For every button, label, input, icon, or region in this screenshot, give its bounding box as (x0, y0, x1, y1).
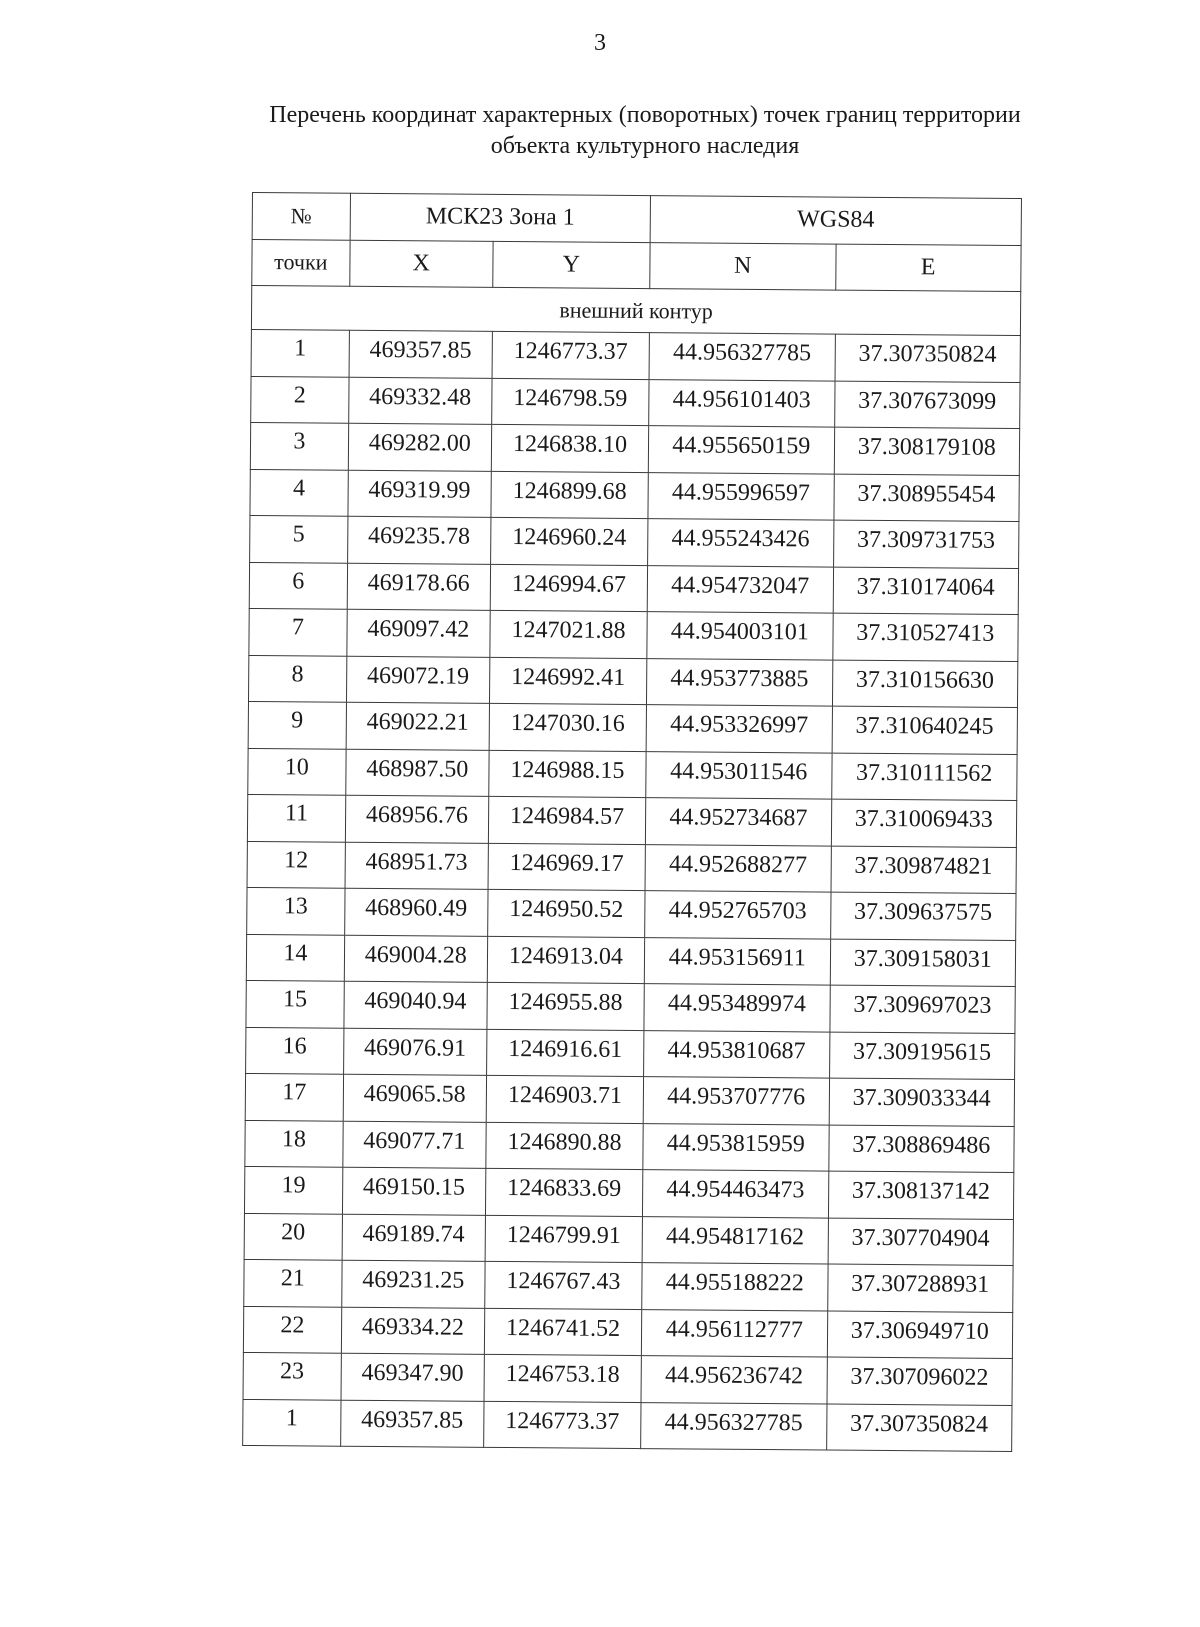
cell-point-number: 1 (243, 1399, 341, 1446)
cell-point-number: 4 (250, 469, 348, 516)
cell-n: 44.955188222 (642, 1263, 828, 1311)
cell-n: 44.954732047 (647, 565, 833, 613)
cell-point-number: 2 (251, 376, 349, 423)
cell-x: 469282.00 (348, 423, 491, 471)
cell-x: 469235.78 (347, 516, 490, 564)
cell-n: 44.953011546 (646, 751, 832, 799)
table-row (246, 980, 1015, 1033)
cell-x: 469097.42 (347, 609, 490, 657)
cell-x: 469357.85 (349, 330, 492, 378)
header-row-groups (252, 193, 1021, 246)
cell-point-number: 20 (244, 1213, 342, 1260)
cell-y: 1246969.17 (488, 843, 646, 891)
cell-e: 37.308869486 (828, 1125, 1014, 1173)
cell-x: 468960.49 (344, 888, 487, 936)
cell-n: 44.955650159 (648, 426, 834, 474)
cell-point-number: 10 (248, 748, 346, 795)
table-row (243, 1352, 1012, 1405)
coordinates-table (242, 192, 1022, 1452)
cell-point-number: 6 (249, 562, 347, 609)
cell-e: 37.310640245 (832, 706, 1018, 754)
table-row (247, 887, 1016, 940)
cell-e: 37.310174064 (833, 567, 1019, 615)
cell-n: 44.953810687 (644, 1030, 830, 1078)
cell-x: 469022.21 (346, 702, 489, 750)
cell-n: 44.952765703 (645, 891, 831, 939)
table-row (247, 794, 1016, 847)
cell-y: 1246916.61 (486, 1029, 644, 1077)
cell-y: 1246899.68 (491, 471, 649, 519)
cell-x: 469040.94 (344, 981, 487, 1029)
cell-n: 44.953326997 (646, 705, 832, 753)
cell-n: 44.953815959 (643, 1123, 829, 1171)
cell-y: 1246799.91 (485, 1215, 643, 1263)
cell-x: 469319.99 (348, 470, 491, 518)
section-label-outer-contour: внешний контур (251, 286, 1020, 336)
cell-point-number: 7 (249, 608, 347, 655)
header-number-sign: № (252, 193, 350, 240)
cell-x: 469231.25 (341, 1260, 484, 1308)
table-row (248, 748, 1017, 801)
cell-e: 37.309637575 (830, 892, 1016, 940)
cell-x: 468951.73 (345, 842, 488, 890)
cell-y: 1247030.16 (489, 703, 647, 751)
cell-x: 469189.74 (342, 1214, 485, 1262)
cell-n: 44.956236742 (641, 1356, 827, 1404)
cell-point-number: 15 (246, 980, 344, 1027)
cell-e: 37.307350824 (826, 1404, 1012, 1452)
page-number: 3 (594, 30, 606, 56)
cell-e: 37.309195615 (829, 1032, 1015, 1080)
cell-n: 44.954817162 (642, 1216, 828, 1264)
table-row (249, 562, 1018, 615)
cell-e: 37.310069433 (831, 799, 1017, 847)
cell-n: 44.956327785 (641, 1402, 827, 1450)
cell-y: 1246767.43 (485, 1261, 643, 1309)
cell-n: 44.956327785 (649, 333, 835, 381)
cell-y: 1246753.18 (484, 1354, 642, 1402)
table-row (246, 934, 1015, 987)
table-row (245, 1073, 1014, 1126)
table-row (249, 608, 1018, 661)
cell-y: 1246903.71 (486, 1075, 644, 1123)
table-row (243, 1399, 1012, 1452)
cell-y: 1246988.15 (489, 750, 647, 798)
header-col-x: X (350, 240, 493, 288)
cell-x: 469178.66 (347, 563, 490, 611)
cell-point-number: 9 (248, 701, 346, 748)
cell-x: 469065.58 (343, 1074, 486, 1122)
header-col-y: Y (493, 241, 651, 289)
table-row (244, 1166, 1013, 1219)
cell-e: 37.308955454 (833, 474, 1019, 522)
cell-y: 1246955.88 (487, 982, 645, 1030)
document-title (150, 100, 1140, 162)
cell-n: 44.954463473 (643, 1170, 829, 1218)
cell-y: 1246913.04 (487, 936, 645, 984)
cell-y: 1246960.24 (490, 517, 648, 565)
cell-point-number: 14 (246, 934, 344, 981)
cell-y: 1246984.57 (488, 796, 646, 844)
cell-point-number: 16 (246, 1027, 344, 1074)
cell-n: 44.956101403 (649, 379, 835, 427)
header-point-label: точки (252, 239, 350, 286)
cell-e: 37.309158031 (830, 939, 1016, 987)
cell-y: 1247021.88 (490, 610, 648, 658)
cell-e: 37.307350824 (835, 334, 1021, 382)
cell-point-number: 22 (243, 1306, 341, 1353)
cell-x: 469077.71 (343, 1121, 486, 1169)
cell-e: 37.306949710 (827, 1311, 1013, 1359)
table-row (244, 1213, 1013, 1266)
cell-y: 1246741.52 (484, 1308, 642, 1356)
table-row (251, 329, 1020, 382)
cell-e: 37.309874821 (831, 846, 1017, 894)
cell-y: 1246890.88 (486, 1122, 644, 1170)
cell-point-number: 17 (245, 1073, 343, 1120)
cell-x: 469347.90 (341, 1353, 484, 1401)
header-group-wgs84: WGS84 (650, 196, 1021, 245)
cell-x: 469332.48 (348, 377, 491, 425)
cell-x: 469334.22 (341, 1307, 484, 1355)
cell-point-number: 8 (248, 655, 346, 702)
cell-e: 37.308179108 (834, 427, 1020, 475)
coordinates-table-body (243, 286, 1021, 1452)
cell-n: 44.953156911 (644, 937, 830, 985)
header-col-e: E (835, 244, 1021, 292)
cell-x: 469150.15 (342, 1167, 485, 1215)
table-row (248, 701, 1017, 754)
cell-y: 1246838.10 (491, 424, 649, 472)
cell-n: 44.955996597 (648, 472, 834, 520)
cell-x: 469357.85 (340, 1400, 483, 1448)
section-row (251, 286, 1020, 336)
cell-y: 1246773.37 (484, 1401, 642, 1449)
cell-e: 37.307288931 (827, 1264, 1013, 1312)
cell-e: 37.309033344 (829, 1078, 1015, 1126)
table-row (244, 1259, 1013, 1312)
cell-e: 37.308137142 (828, 1171, 1014, 1219)
cell-y: 1246798.59 (492, 378, 650, 426)
cell-x: 469004.28 (344, 935, 487, 983)
cell-n: 44.953489974 (644, 984, 830, 1032)
cell-e: 37.310527413 (832, 613, 1018, 661)
cell-x: 468987.50 (346, 749, 489, 797)
cell-point-number: 5 (250, 515, 348, 562)
table-row (250, 515, 1019, 568)
cell-x: 469076.91 (343, 1028, 486, 1076)
cell-e: 37.310111562 (831, 753, 1017, 801)
header-col-n: N (650, 242, 836, 290)
cell-y: 1246992.41 (489, 657, 647, 705)
cell-n: 44.954003101 (647, 612, 833, 660)
cell-point-number: 23 (243, 1352, 341, 1399)
cell-y: 1246773.37 (492, 331, 650, 379)
cell-n: 44.955243426 (648, 519, 834, 567)
cell-y: 1246994.67 (490, 564, 648, 612)
header-row-columns (252, 239, 1021, 292)
cell-point-number: 3 (250, 422, 348, 469)
table-row (248, 655, 1017, 708)
cell-e: 37.310156630 (832, 660, 1018, 708)
cell-point-number: 12 (247, 841, 345, 888)
table-row (246, 1027, 1015, 1080)
table-row (247, 841, 1016, 894)
cell-y: 1246833.69 (485, 1168, 643, 1216)
cell-point-number: 19 (244, 1166, 342, 1213)
cell-x: 469072.19 (346, 656, 489, 704)
cell-n: 44.953773885 (647, 658, 833, 706)
cell-e: 37.307673099 (834, 381, 1020, 429)
cell-point-number: 18 (245, 1120, 343, 1167)
cell-n: 44.952734687 (645, 798, 831, 846)
cell-e: 37.307704904 (828, 1218, 1014, 1266)
document-title-line-2: объекта культурного наследия (490, 133, 800, 159)
table-row (251, 376, 1020, 429)
header-group-msk23: МСК23 Зона 1 (350, 193, 651, 242)
table-row (250, 469, 1019, 522)
cell-point-number: 13 (247, 887, 345, 934)
table-row (243, 1306, 1012, 1359)
cell-point-number: 1 (251, 329, 349, 376)
cell-e: 37.309697023 (829, 985, 1015, 1033)
cell-point-number: 21 (244, 1259, 342, 1306)
cell-n: 44.952688277 (645, 844, 831, 892)
document-title-line-1: Перечень координат характерных (поворотных) точек границ территории (269, 102, 1021, 128)
table-row (245, 1120, 1014, 1173)
cell-e: 37.307096022 (827, 1357, 1013, 1405)
cell-n: 44.953707776 (643, 1077, 829, 1125)
cell-point-number: 11 (247, 794, 345, 841)
cell-e: 37.309731753 (833, 520, 1019, 568)
table-row (250, 422, 1019, 475)
cell-x: 468956.76 (345, 795, 488, 843)
cell-y: 1246950.52 (488, 889, 646, 937)
cell-n: 44.956112777 (641, 1309, 827, 1357)
